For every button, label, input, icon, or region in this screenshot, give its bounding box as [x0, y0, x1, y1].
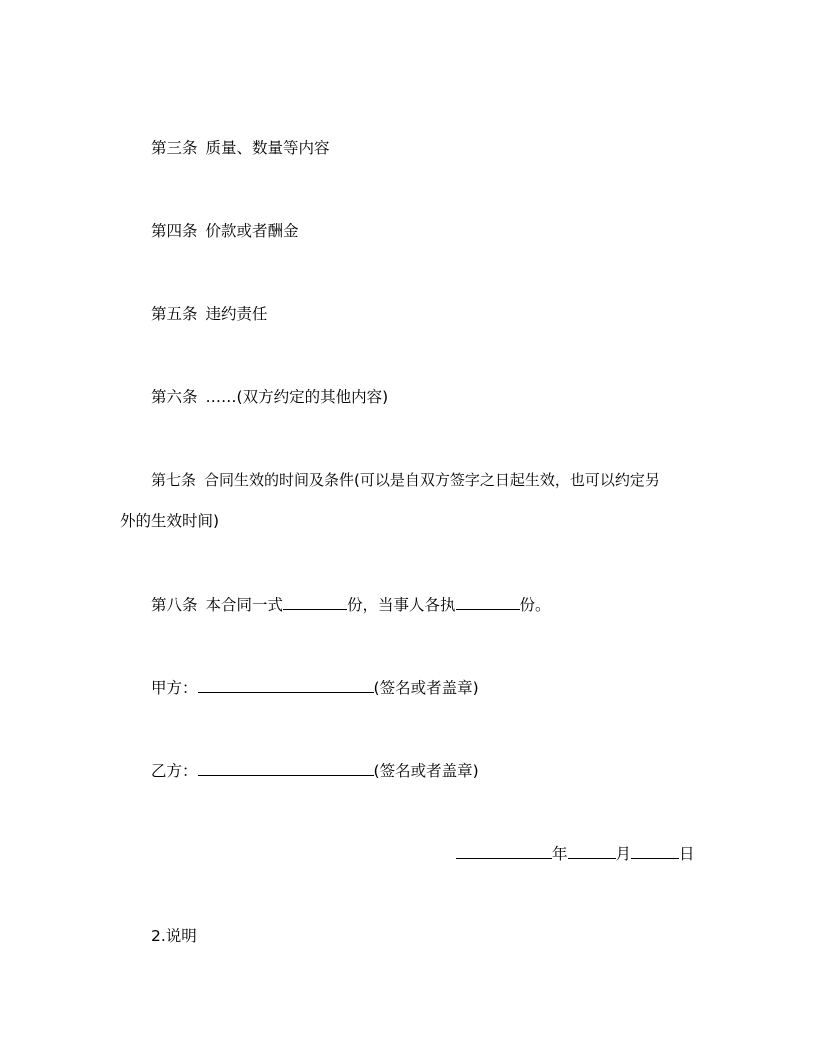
section-heading	[151, 926, 197, 946]
article-8-text-1: 本合同一式	[205, 596, 284, 614]
article-7-text-line-1: 合同生效的时间及条件(可以是自双方签字之日起生效，也可以约定另	[204, 471, 660, 489]
article-4	[151, 221, 299, 241]
party-b-sign-note: (签名或者盖章)	[373, 762, 479, 780]
article-8	[151, 594, 551, 615]
party-a-sign-note: (签名或者盖章)	[373, 679, 479, 697]
article-7-line-2	[120, 511, 219, 531]
date-line	[456, 843, 695, 864]
article-8-number: 第八条	[151, 596, 198, 614]
article-6-number: 第六条	[151, 388, 198, 406]
article-5-number: 第五条	[151, 305, 198, 323]
article-3-number: 第三条	[151, 139, 198, 157]
section-heading-text: 2.说明	[151, 927, 197, 945]
article-7-line-1	[151, 470, 660, 490]
article-6-text: ……(双方约定的其他内容)	[205, 388, 389, 406]
day-label: 日	[679, 845, 695, 863]
article-3-text: 质量、数量等内容	[205, 139, 330, 157]
party-b-signature-blank[interactable]	[198, 760, 374, 776]
copies-total-blank[interactable]	[283, 594, 347, 610]
article-5	[151, 304, 268, 324]
year-blank[interactable]	[456, 843, 552, 859]
article-8-text-3: 份。	[519, 596, 551, 614]
article-7-text-line-2: 外的生效时间)	[120, 512, 220, 530]
month-label: 月	[615, 845, 632, 863]
party-b-signature-line	[151, 760, 479, 781]
day-blank[interactable]	[631, 843, 679, 859]
article-4-number: 第四条	[151, 222, 198, 240]
article-4-text: 价款或者酬金	[205, 222, 299, 240]
copies-each-blank[interactable]	[456, 594, 520, 610]
article-7-number: 第七条	[151, 471, 197, 489]
party-a-label: 甲方：	[151, 679, 198, 697]
article-3	[151, 138, 330, 158]
party-a-signature-line	[151, 677, 479, 698]
year-label: 年	[552, 845, 568, 863]
party-a-signature-blank[interactable]	[198, 677, 374, 693]
article-5-text: 违约责任	[205, 305, 268, 323]
party-b-label: 乙方：	[151, 762, 198, 780]
article-8-text-2: 份，当事人各执	[347, 596, 456, 614]
article-6	[151, 387, 388, 407]
month-blank[interactable]	[568, 843, 616, 859]
